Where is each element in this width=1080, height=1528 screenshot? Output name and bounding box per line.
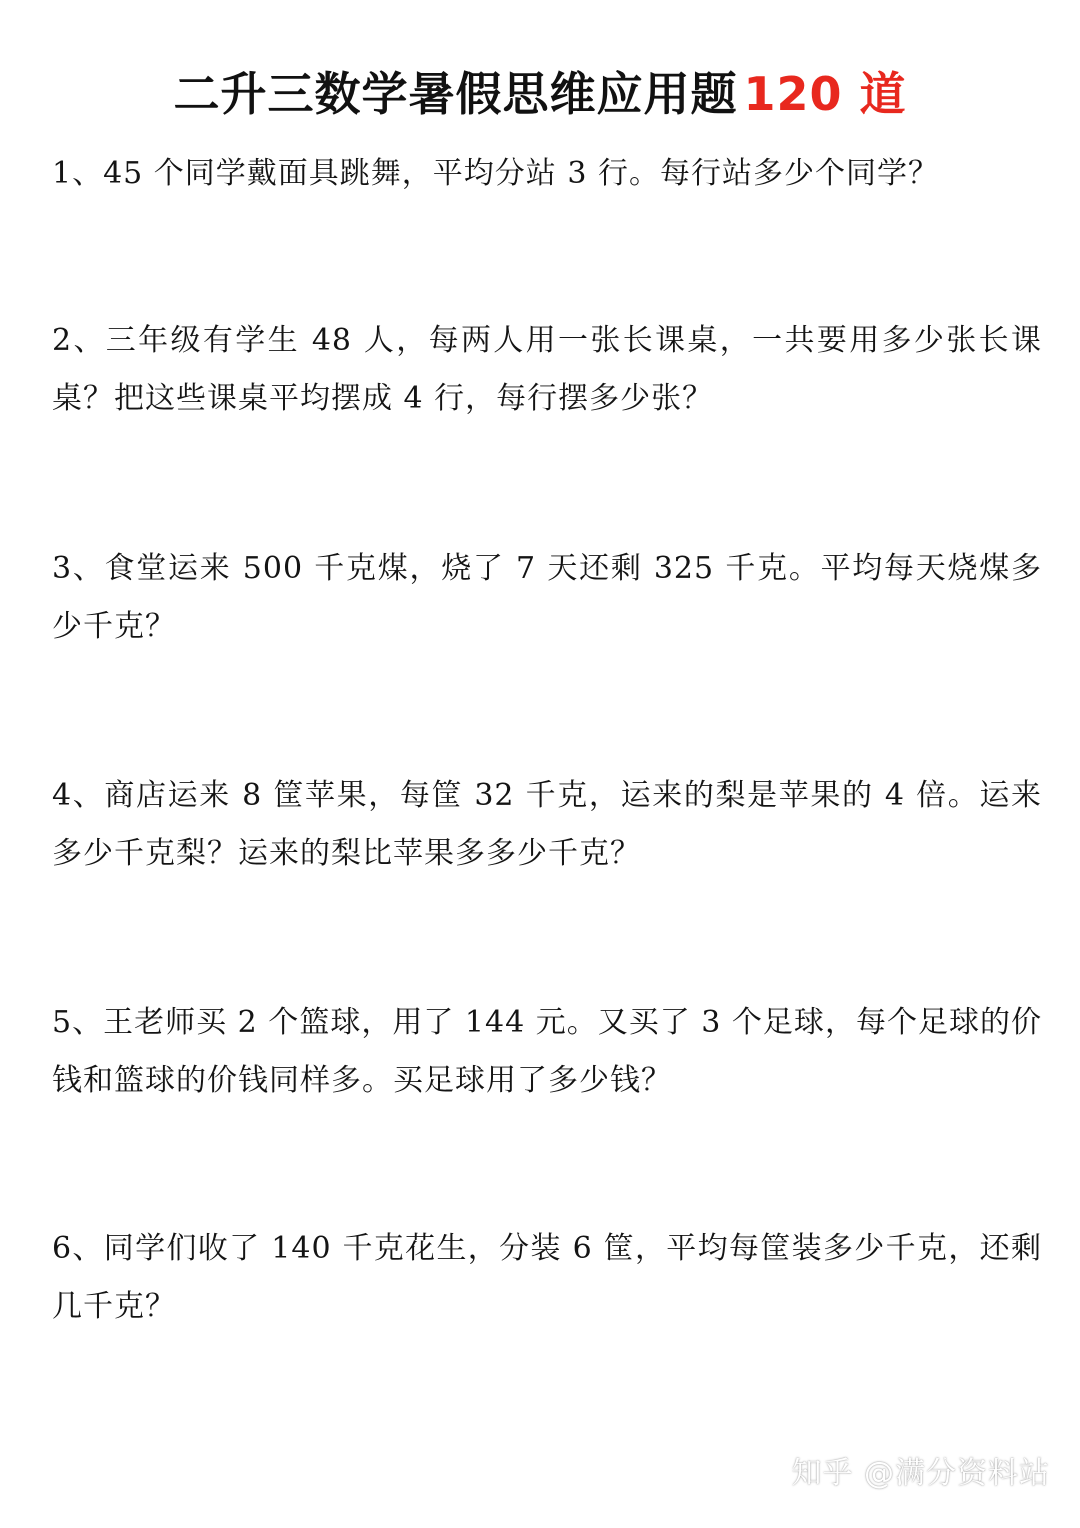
question-4: 4、商店运来 8 筐苹果，每筐 32 千克，运来的梨是苹果的 4 倍。运来多少千克梨？运来的梨比苹果多多少千克？ (52, 778, 1042, 871)
question-6: 6、同学们收了 140 千克花生，分装 6 筐，平均每筐装多少千克，还剩几千克？ (52, 1231, 1042, 1324)
page-title (0, 62, 1080, 126)
title-count: 120 道 (743, 67, 907, 121)
question-1: 1、45 个同学戴面具跳舞，平均分站 3 行。每行站多少个同学？ (52, 156, 939, 191)
question-2: 2、三年级有学生 48 人，每两人用一张长课桌，一共要用多少张长课桌？把这些课桌平均摆成 4 行，每行摆多少张？ (52, 323, 1042, 416)
question-5: 5、王老师买 2 个篮球，用了 144 元。又买了 3 个足球，每个足球的价钱和篮球的价钱同样多。买足球用了多少钱？ (52, 1005, 1042, 1098)
watermark: 知乎 @满分资料站 (791, 1456, 1050, 1491)
question-3: 3、食堂运来 500 千克煤，烧了 7 天还剩 325 千克。平均每天烧煤多少千克？ (52, 551, 1042, 644)
title-main: 二升三数学暑假思维应用题 (173, 67, 738, 121)
